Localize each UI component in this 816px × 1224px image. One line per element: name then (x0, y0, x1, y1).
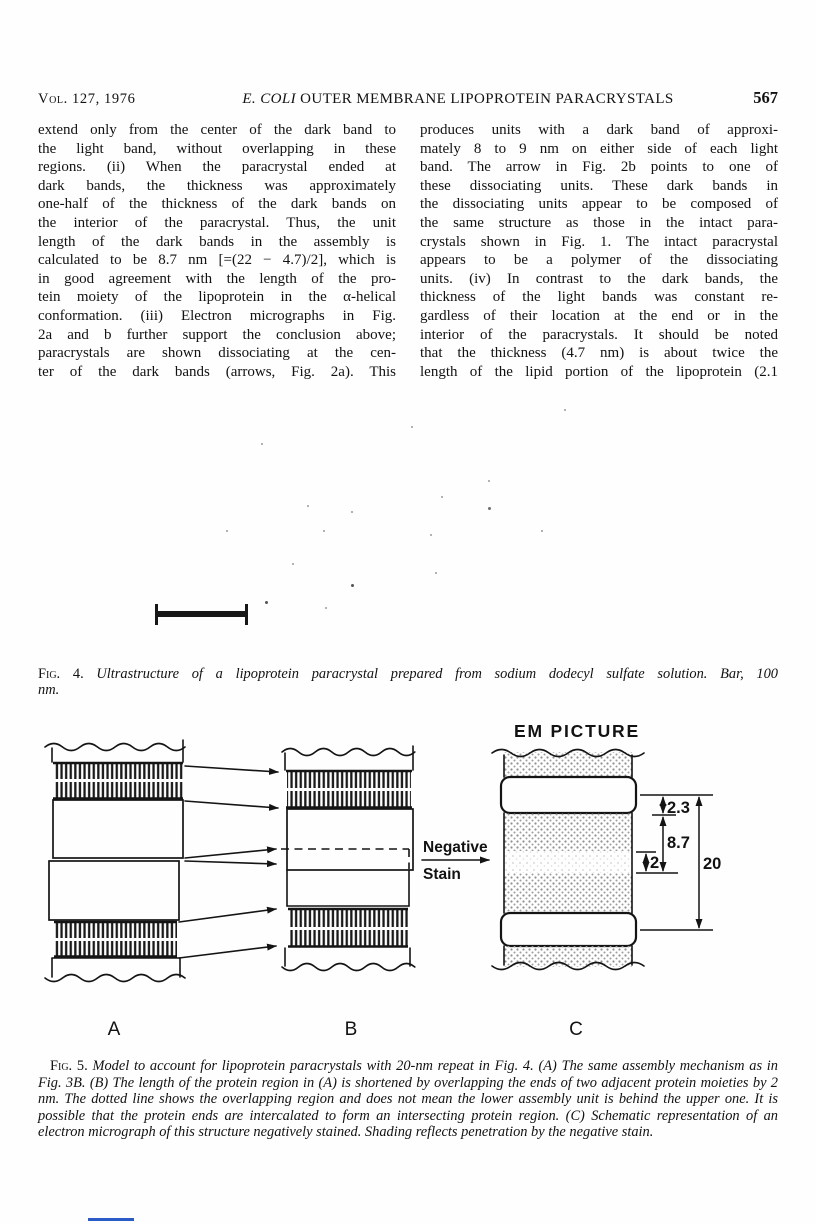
light-band (501, 777, 636, 813)
text-line: gardless of their location at the end or in the (420, 307, 778, 324)
running-head (38, 88, 778, 108)
text-line: the interior of the paracrystal. Thus, the unit (38, 214, 396, 231)
title-rest: OUTER MEMBRANE LIPOPROTEIN PARACRYSTALS (296, 91, 674, 107)
negative-stain-annotation (422, 839, 489, 883)
panel-label-c: C (569, 1019, 583, 1040)
text-line: these dissociating units. These dark bands in (420, 177, 778, 194)
photo-speck (351, 511, 353, 513)
text-line: calculated to be 8.7 nm [=(22 − 4.7)/2], which is (38, 252, 396, 269)
fig4-scale-bar-right-cap (245, 604, 248, 625)
photo-speck (564, 409, 566, 411)
dim-label-overlap: 2 (650, 854, 660, 872)
text-line: produces units with a dark band of approxi- (420, 122, 778, 138)
protein-comb-band (54, 782, 183, 799)
fig4-caption-text: Ultrastructure of a lipoprotein paracrystal prepared from sodium dodecyl sulfate solution. Bar, 100 (96, 666, 778, 682)
protein-comb-band (289, 908, 408, 927)
em-picture-title: EM PICTURE (514, 721, 640, 741)
light-band (501, 913, 636, 946)
text-line: mately 8 to 9 nm on either side of each light (420, 140, 778, 157)
journal-article-title (198, 91, 718, 108)
dim-label-repeat: 20 (703, 855, 722, 873)
fig4-caption-label: Fig. 4. (38, 666, 84, 682)
text-line: crystals shown in Fig. 1. The intact paracrystal (420, 233, 778, 250)
fig5-diagram (30, 700, 786, 1045)
photo-speck (226, 530, 228, 532)
fig4-caption (38, 666, 778, 699)
photo-speck (488, 480, 490, 482)
protein-region-box (49, 861, 179, 920)
panel-label-b: B (344, 1019, 358, 1040)
text-column-right (420, 121, 778, 381)
protein-region-box-upper (287, 809, 413, 870)
fig5-caption (38, 1058, 778, 1140)
volume-info: Vol. 127, 1976 (38, 91, 136, 107)
protein-comb-band (54, 762, 183, 779)
text-line: appears to be a polymer of the dissociating (420, 252, 778, 269)
photo-speck (261, 443, 263, 445)
photo-speck (292, 563, 294, 565)
protein-comb-band (287, 770, 411, 788)
text-line: paracrystals are shown dissociating at the cen- (38, 345, 396, 362)
text-line: one-half of the thickness of the dark bands on (38, 196, 396, 213)
negative-stain-label-line2: Stain (423, 866, 461, 883)
dim-label-dark-band: 8.7 (667, 834, 690, 852)
text-line: units. (iv) In contrast to the dark bands, the (420, 270, 778, 287)
overlap-light-stain-band (504, 851, 632, 873)
text-line: interior of the paracrystals. It should be noted (420, 326, 778, 343)
text-line: ter of the dark bands (arrows, Fig. 2a). This (38, 363, 396, 380)
dark-stained-band (504, 813, 632, 851)
fig4-scale-bar (157, 611, 247, 617)
text-line: 2a and b further support the conclusion above; (38, 326, 396, 343)
photo-speck (541, 530, 543, 532)
protein-comb-band (287, 791, 411, 808)
fig5-caption-label: Fig. 5. (50, 1058, 88, 1075)
page-number: 567 (753, 88, 778, 107)
text-line: dark bands, the thickness was approximately (38, 177, 396, 194)
text-line: that the thickness (4.7 nm) is about twice the (420, 345, 778, 362)
fig5-panel-b (281, 746, 415, 971)
fig4-caption-line1 (38, 666, 778, 682)
photo-speck (430, 534, 432, 536)
photo-speck (411, 426, 413, 428)
text-line: band. The arrow in Fig. 2b points to one of (420, 159, 778, 176)
text-line: thickness of the light bands was constant re- (420, 289, 778, 306)
text-line: extend only from the center of the dark band to (38, 122, 396, 138)
fig4-caption-line2: nm. (38, 682, 60, 699)
torn-edge-bottom (45, 975, 185, 982)
text-line: length of the dark bands in the assembly is (38, 233, 396, 250)
protein-comb-band (55, 941, 177, 957)
photo-speck (307, 505, 309, 507)
text-line: the light band, without overlapping in these (38, 140, 396, 157)
photo-speck (488, 507, 491, 510)
text-line: regions. (ii) When the paracrystal ended at (38, 159, 396, 176)
fig5-assembly-arrows (179, 766, 278, 958)
dark-stained-band (504, 873, 632, 913)
fig5-panel-a (45, 740, 185, 982)
text-line: tein moiety of the lipoprotein in the α-helical (38, 289, 396, 306)
protein-region-box (53, 800, 183, 858)
photo-speck (325, 607, 327, 609)
text-line: the dissociating units appear to be composed of (420, 196, 778, 213)
fig5-caption-text: Model to account for lipoprotein paracrystals with 20-nm repeat in Fig. 4. (A) The same assembly mechanism as in Fig. 3B. (B) The length of the protein region in (A) is shortened by overlapping the ends of two adjacent protein moieties by 2 nm. The dotted line shows the overlapping region and does not mean the lower assembly unit is behind the upper one. It is possible that the protein ends are intercalated to form an intersecting protein region. (C) Schematic representation of an electron micrograph of this structure negatively stained. Shading reflects penetration by the negative stain. (38, 1058, 778, 1141)
stained-band (504, 946, 632, 967)
text-column-left (38, 121, 396, 381)
torn-edge-bottom (282, 964, 415, 971)
text-line: conformation. (iii) Electron micrographs in Fig. (38, 307, 396, 324)
panel-label-a: A (107, 1019, 121, 1040)
photo-speck (323, 530, 325, 532)
title-species-italic: E. COLI (242, 91, 296, 107)
negative-stain-label-line1: Negative (423, 839, 488, 856)
photo-speck (265, 601, 268, 604)
photo-speck (441, 496, 443, 498)
text-line: length of the lipid portion of the lipoprotein (2.1 (420, 363, 778, 380)
photo-speck (435, 572, 437, 574)
dim-label-half-light-band: 2.3 (667, 799, 690, 817)
protein-comb-band (289, 930, 408, 947)
text-line: in good agreement with the length of the pro- (38, 270, 396, 287)
protein-comb-band (55, 921, 177, 938)
torn-edge-top (282, 749, 415, 756)
text-line: the same structure as those in the intact para- (420, 214, 778, 231)
scan-artifact-mark (88, 1218, 134, 1221)
fig5-panel-c (492, 721, 644, 970)
photo-speck (351, 584, 354, 587)
dimension-annotations (636, 795, 721, 930)
torn-edge-top (45, 744, 185, 751)
